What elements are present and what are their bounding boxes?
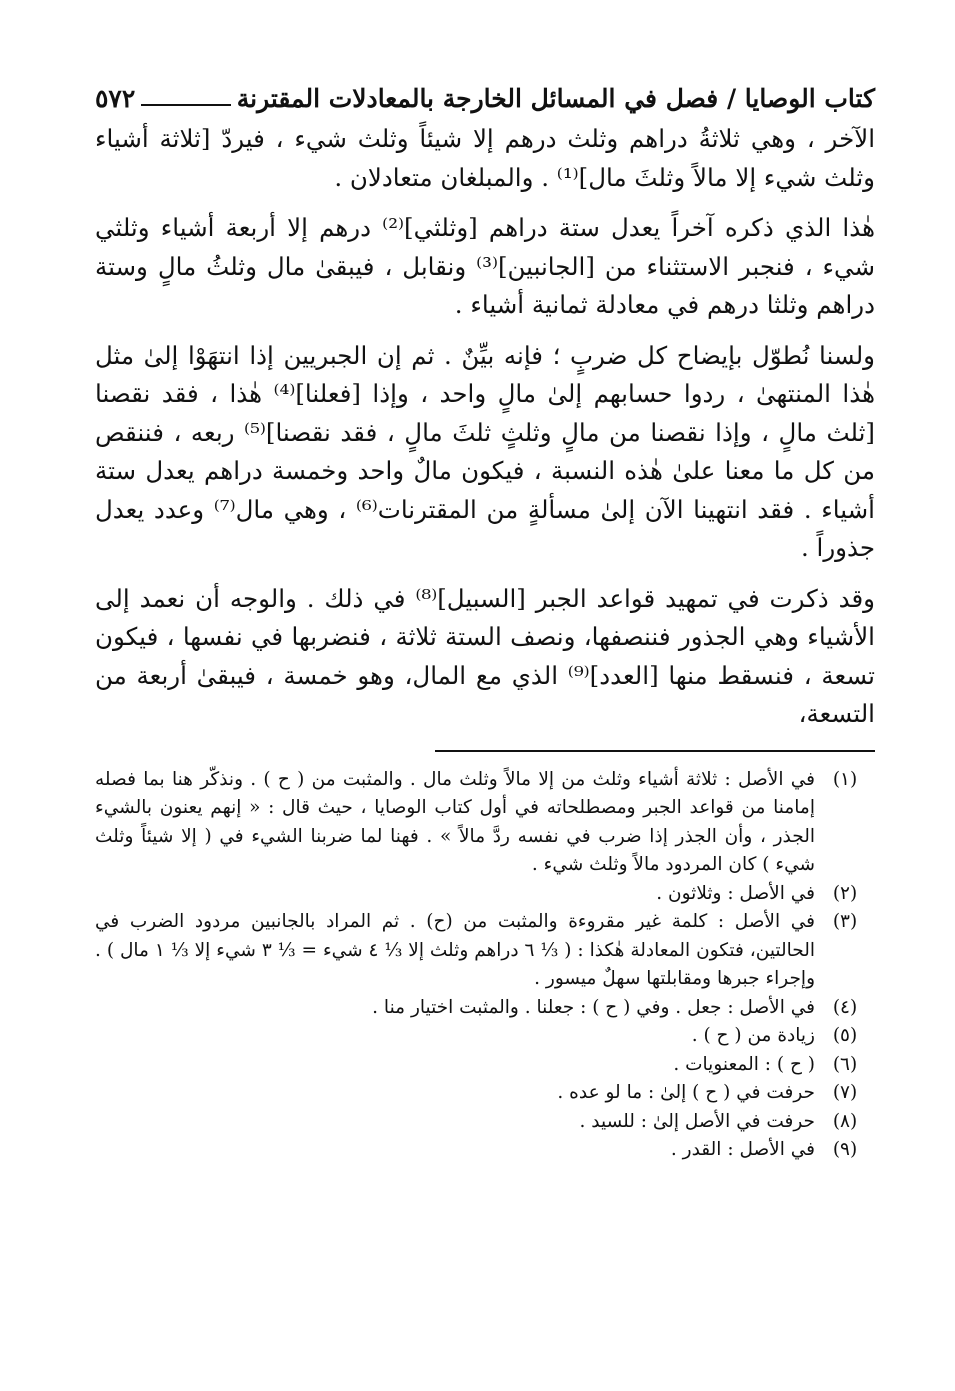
footnote-text: في الأصل : جعل . وفي ( ح ) : جعلنا . والمثبت اختيار منا .: [372, 996, 815, 1018]
header-title: كتاب الوصايا / فصل في المسائل الخارجة بالمعادلات المقترنة: [236, 84, 875, 113]
paragraph: الآخر ، وهي ثلاثةُ دراهم وثلث درهم إلا شيئاً وثلث شيء ، فيردّ [ثلاثة أشياء وثلث شيء إلا مالاً وثلثَ مال]⁽¹⁾ . والمبلغان متعادلان .: [95, 124, 875, 192]
footnote-rule: [435, 750, 875, 752]
footnote-number: (١): [832, 768, 858, 790]
footnote-text: في الأصل : القدر .: [670, 1139, 815, 1160]
main-text: [95, 120, 875, 734]
footnote-text: حرفت في الأصل إلىٰ : للسيد .: [579, 1110, 815, 1132]
footnote-number: (٢): [832, 882, 858, 904]
footnote-number: (٣): [832, 911, 858, 932]
footnote-number: (٧): [832, 1082, 858, 1103]
page: [95, 78, 875, 1165]
footnote-text: في الأصل : وثلاثون .: [656, 882, 815, 904]
footnote: [95, 1079, 875, 1108]
footnote-number: (٩): [832, 1139, 858, 1160]
footnote-text: حرفت في ( ح ) إلىٰ : ما لو عده .: [557, 1082, 815, 1103]
footnote: [95, 1108, 875, 1137]
footnote-number: (٥): [832, 1025, 858, 1046]
footnote-text: زيادة من ( ح ) .: [691, 1025, 815, 1046]
footnote-number: (٨): [832, 1110, 858, 1132]
footnote: [95, 880, 875, 909]
running-header: [95, 78, 875, 120]
footnote-text: ( ح ) : المعنويات .: [673, 1053, 815, 1075]
footnote: [95, 994, 875, 1023]
footnote: [95, 766, 875, 880]
footnote: [95, 1051, 875, 1080]
footnote: [95, 1136, 875, 1165]
footnotes: [95, 766, 875, 1165]
footnote: [95, 908, 875, 994]
footnote-number: (٦): [832, 1053, 858, 1075]
footnote-number: (٤): [832, 996, 858, 1018]
paragraph: ولسنا نُطوّل بإيضاح كل ضربٍ ؛ فإنه بيِّنٌ . ثم إن الجبريين إذا انتهَوْا إلىٰ مثل هٰذا المنتهىٰ ، ردوا حسابهم إلىٰ مالٍ واحد ، وإذا [فعلنا]⁽⁴⁾ هٰذا ، فقد نقصنا [ثلث مالٍ ، وإذا نقصنا من مالٍ وثلثٍ ثلثَ مالٍ ، فقد نقصنا]⁽⁵⁾ ربعه ، فننقص من كل ما معنا علىٰ هٰذه النسبة ، فيكون مالٌ واحد وخمسة دراهم يعدل ستة أشياء . فقد انتهينا الآن إلىٰ مسألةٍ من المقترنات⁽⁶⁾ ، وهي مال⁽⁷⁾ وعدد يعدل جذوراً .: [95, 340, 875, 562]
paragraph: هٰذا الذي ذكره آخراً يعدل ستة دراهم [وثلثي]⁽²⁾ درهم إلا أربعة أشياء وثلثي شيء ، فنجبر الاستثناء من [الجانبين]⁽³⁾ ونقابل ، فيبقىٰ مال وثلثُ مالٍ وستة دراهم وثلثا درهم في معادلة ثمانية أشياء .: [95, 213, 875, 319]
paragraph: وقد ذكرت في تمهيد قواعد الجبر [السبيل]⁽⁸⁾ في ذلك . والوجه أن نعمد إلى الأشياء وهي الجذور فننصفها، ونصف الستة ثلاثة ، فنضربها في نفسها ، فيكون تسعة ، فنسقط منها [العدد]⁽⁹⁾ الذي مع المال، وهو خمسة ، فيبقىٰ أربعة من التسعة،: [95, 583, 876, 728]
header-rule: [141, 104, 230, 106]
footnote-text: في الأصل : ثلاثة أشياء وثلث من إلا مالاً وثلث مال . والمثبت من ( ح ) . ونذكّر هنا بما فصله إمامنا من قواعد الجبر ومصطلحاته في أول كتاب الوصايا ، حيث قال : « إنهم يعنون بالشيء الجذر ، وأن الجذر إذا ضرب في نفسه ردَّ مالاً » . فهنا لما ضربنا الشيء في ( إلا شيئاً وثلث شيء ) كان المردود مالاً وثلث شيء .: [95, 768, 815, 875]
footnote-text: في الأصل : كلمة غير مقروءة والمثبت من (ح) . ثم المراد بالجانبين مردود الضرب في الحالتين، فتكون المعادلة هٰكذا : ( ⅓ ٦ دراهم وثلث إلا ⅓ ٤ شيء = ⅓ ٣ شيء إلا ⅓ ١ مال ) . وإجراء جبرها ومقابلتها سهلٌ ميسور .: [95, 911, 816, 989]
page-number: ٥٧٢: [95, 84, 136, 113]
footnote: [95, 1022, 875, 1051]
